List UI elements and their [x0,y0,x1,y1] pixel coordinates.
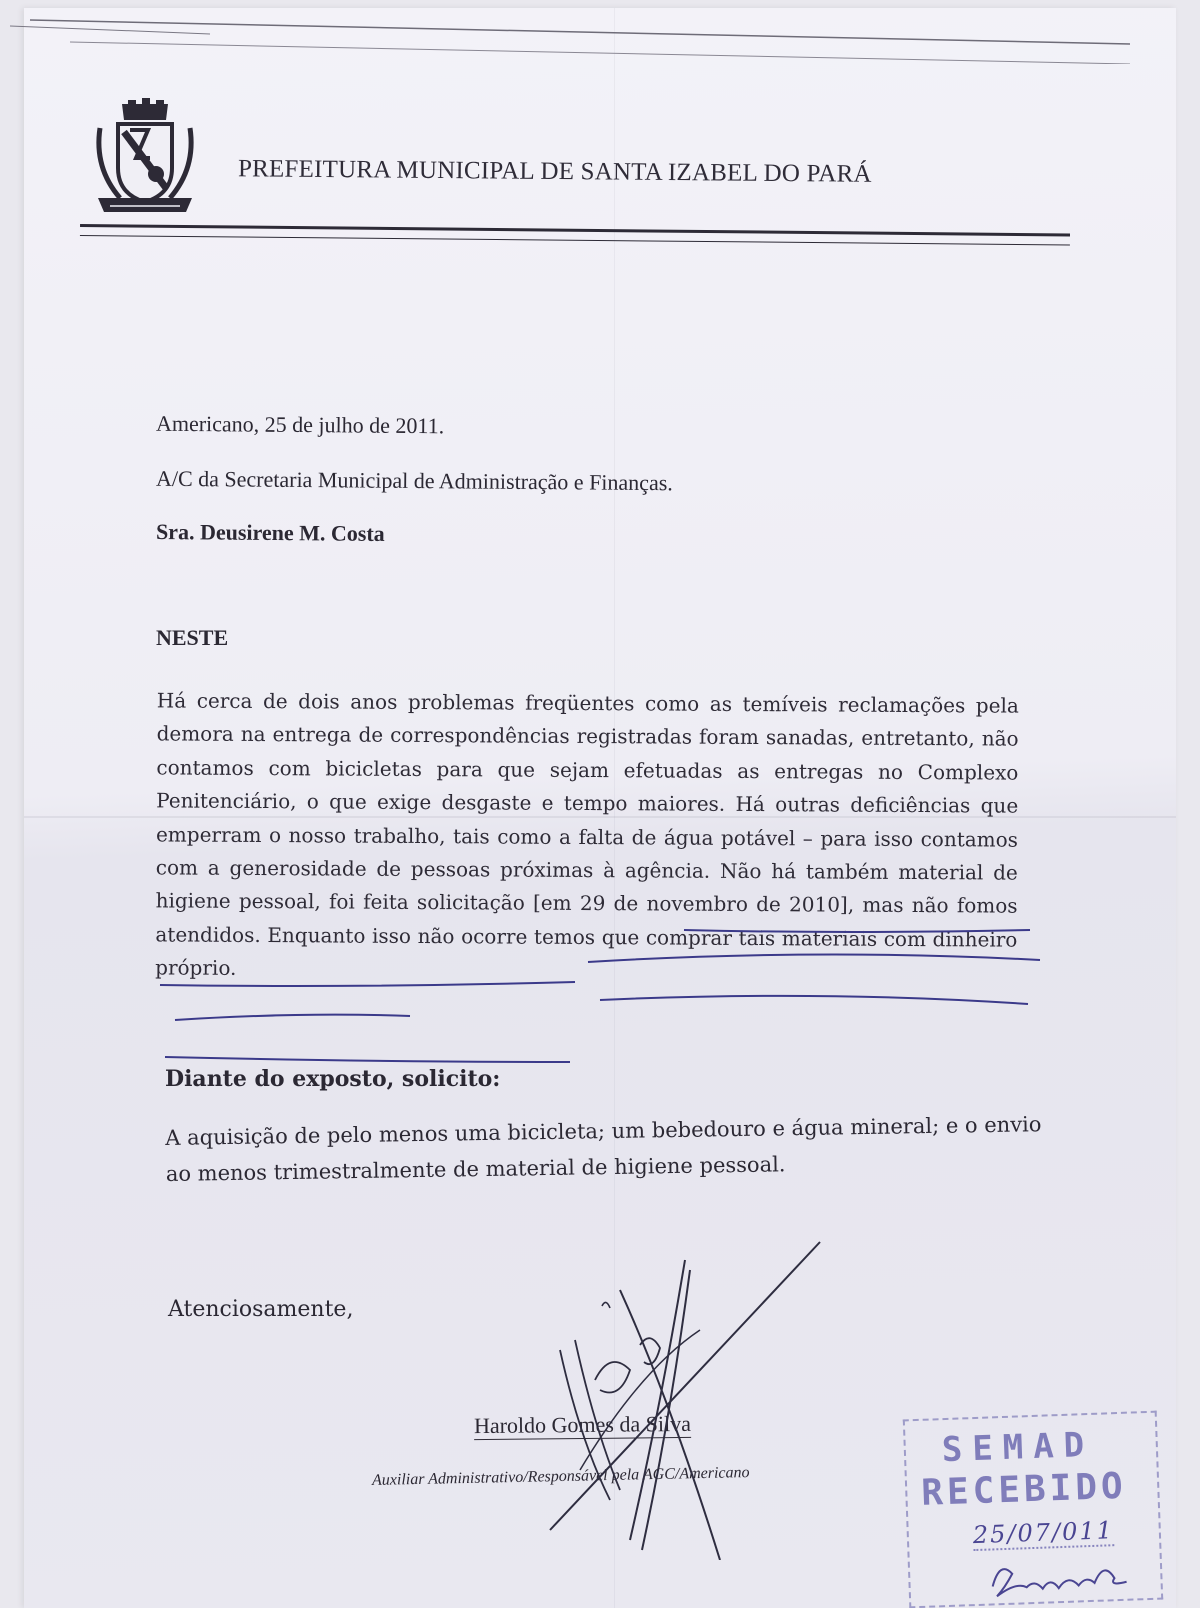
handwritten-signature [520,1230,850,1560]
received-stamp [903,1411,1163,1608]
organization-name: PREFEITURA MUNICIPAL DE SANTA IZABEL DO PARÁ [237,155,872,188]
stamp-initials-signature [986,1551,1137,1600]
torn-top-edge [10,14,1140,64]
signatory-name: Haroldo Gomes da Silva [473,1410,692,1439]
signatory-role: Auxiliar Administrativo/Responsável pela AGC/Americano [371,1464,750,1489]
place-date: Americano, 25 de julho de 2011. [155,410,445,439]
stamp-status: RECEBIDO [920,1465,1128,1514]
salutation: NESTE [156,625,229,650]
letter-body: Há cerca de dois anos problemas freqüentes como as temíveis reclamações pela demora na entrega de correspondências registradas foram sanadas, entretanto, não contamos com bicicletas para que sejam efetuadas as entregas no Complexo Penitenciário, o que exige desgaste e tempo maiores. Há outras deficiências que emperram o nosso trabalho, tais como a falta de água potável – para isso contamos com a generosidade de pessoas próximas à agência. Não há também material de higiene pessoal, foi feita solicitação [em 29 de novembro de 2010], mas não fomos atendidos. Enquanto isso não ocorre temos que comprar tais materiais com dinheiro próprio. [155,688,1019,981]
stamp-organization: SEMAD [941,1424,1095,1471]
closing: Atenciosamente, [168,1297,354,1322]
addressed-to: A/C da Secretaria Municipal de Administração e Finanças. [155,465,673,496]
stamp-date: 25/07/011 [972,1516,1115,1550]
recipient-name: Sra. Deusirene M. Costa [155,519,385,546]
municipal-coat-of-arms-icon [90,98,200,218]
request-heading: Diante do exposto, solicito: [165,1066,501,1092]
request-text: A aquisição de pelo menos uma bicicleta; um bebedouro e água mineral; e o envio ao menos trimestralmente de material de higiene pessoal. [165,1112,1042,1186]
